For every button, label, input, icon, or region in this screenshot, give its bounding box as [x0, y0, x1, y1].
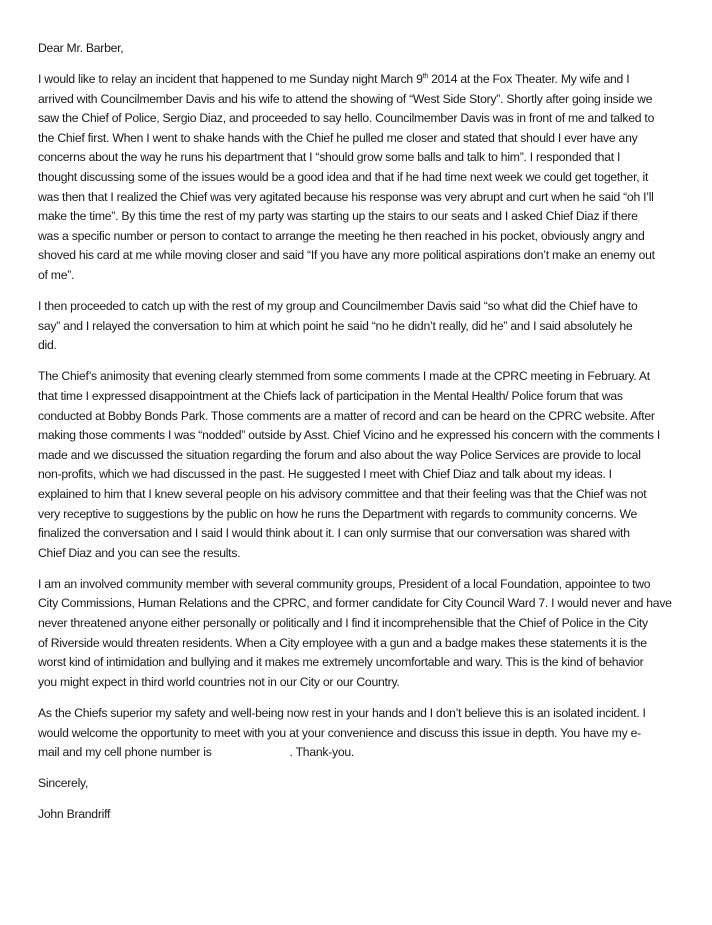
- paragraph-line: City Commissions, Human Relations and the CPRC, and former candidate for City Council Ward 7. I would never and have: [38, 596, 672, 611]
- paragraph-community-member: [38, 575, 698, 693]
- paragraph-line: worst kind of intimidation and bullying and it makes me extremely uncomfortable and wary. This is the kind of behavior: [38, 655, 644, 670]
- paragraph-line: I then proceeded to catch up with the rest of my group and Councilmember Davis said “so what did the Chief have to: [38, 299, 638, 314]
- redacted-phone-number: [212, 744, 290, 756]
- paragraph-line: non-profits, which we had discussed in the past. He suggested I meet with Chief Diaz and talk about my ideas. I: [38, 467, 612, 482]
- paragraph-line: [38, 743, 698, 763]
- paragraph-line: make the time”. By this time the rest of my party was starting up the stairs to our seats and I asked Chief Diaz if there: [38, 209, 638, 224]
- paragraph-line: making those comments I was “nodded” outside by Asst. Chief Vicino and he expressed his concern with the comments I: [38, 428, 661, 443]
- paragraph-line: saw the Chief of Police, Sergio Diaz, and proceeded to say hello. Councilmember Davis was in front of me and talked to: [38, 111, 655, 126]
- paragraph-line: of me”.: [38, 268, 75, 283]
- line-text: . Thank-you.: [289, 745, 355, 760]
- salutation-text: Dear Mr. Barber,: [38, 41, 124, 55]
- paragraph-line: thought discussing some of the issues would be a good idea and that if he had time next week we could get together, it: [38, 170, 649, 185]
- letter-page: [38, 39, 698, 836]
- line-text: mail and my cell phone number is: [38, 745, 212, 760]
- paragraph-line: was a specific number or person to contact to arrange the meeting he then reached in his pocket, obviously angry and: [38, 228, 645, 243]
- paragraph-line: explained to him that I knew several people on his advisory committee and that their feeling was that the Chief was not: [38, 486, 647, 501]
- ordinal-superscript: th: [422, 73, 428, 81]
- paragraph-line: conducted at Bobby Bonds Park. Those comments are a matter of record and can be heard on the CPRC website. After: [38, 408, 655, 423]
- paragraph-line: concerns about the way he runs his department that I “should grow some balls and talk to him”. I responded that I: [38, 150, 621, 165]
- paragraph-line: arrived with Councilmember Davis and his wife to attend the showing of “West Side Story”. Shortly after going inside we: [38, 91, 653, 106]
- closing-text: Sincerely,: [38, 776, 89, 791]
- paragraph-line: shoved his card at me while moving closer and said “If you have any more political aspirations don’t make an enemy out: [38, 248, 655, 263]
- closing: [38, 774, 698, 794]
- paragraph-line: I am an involved community member with several community groups, President of a local Foundation, appointee to two: [38, 576, 651, 591]
- paragraph-request: [38, 704, 698, 763]
- salutation: [38, 39, 698, 59]
- line-text: I would like to relay an incident that happened to me Sunday night March 9: [38, 72, 423, 87]
- paragraph-line: made and we discussed the situation regarding the forum and also about the way Police Services are provide to local: [38, 447, 641, 462]
- paragraph-line: that time I expressed disappointment at the Chiefs lack of participation in the Mental Health/ Police forum that was: [38, 389, 623, 403]
- paragraph-councilmember: [38, 297, 698, 356]
- paragraph-animosity: [38, 367, 698, 563]
- paragraph-line: did.: [38, 338, 57, 353]
- paragraph-line: say” and I relayed the conversation to him at which point he said “no he didn’t really, did he” and I said absolutely he: [38, 318, 633, 333]
- paragraph-line: [38, 70, 698, 90]
- paragraph-line: finalized the conversation and I said I would think about it. I can only surmise that our conversation was shared with: [38, 526, 630, 541]
- paragraph-incident: [38, 70, 698, 286]
- paragraph-line: very receptive to suggestions by the public on how he runs the Department with regards to community concerns. We: [38, 506, 638, 521]
- paragraph-line: you might expect in third world countries not in our City or our Country.: [38, 674, 400, 689]
- paragraph-line: As the Chiefs superior my safety and well-being now rest in your hands and I don’t believe this is an isolated incident. I: [38, 705, 646, 720]
- paragraph-line: would welcome the opportunity to meet with you at your convenience and discuss this issue in depth. You have my e-: [38, 725, 641, 740]
- paragraph-line: was then that I realized the Chief was very agitated because his response was very abrupt and curt when he said “oh I’ll: [38, 189, 654, 204]
- line-text: 2014 at the Fox Theater. My wife and I: [427, 72, 630, 87]
- paragraph-line: never threatened anyone either personally or politically and I find it incomprehensible that the Chief of Police in the City: [38, 616, 648, 631]
- paragraph-line: Chief Diaz and you can see the results.: [38, 545, 241, 560]
- paragraph-line: The Chief’s animosity that evening clearly stemmed from some comments I made at the CPRC meeting in February. At: [38, 369, 650, 384]
- signature-name: John Brandriff: [38, 807, 111, 822]
- signature: [38, 805, 698, 825]
- paragraph-line: the Chief first. When I went to shake hands with the Chief he pulled me closer and stated that should I ever have any: [38, 130, 638, 145]
- paragraph-line: of Riverside would threaten residents. When a City employee with a gun and a badge makes these statements it is the: [38, 635, 647, 650]
